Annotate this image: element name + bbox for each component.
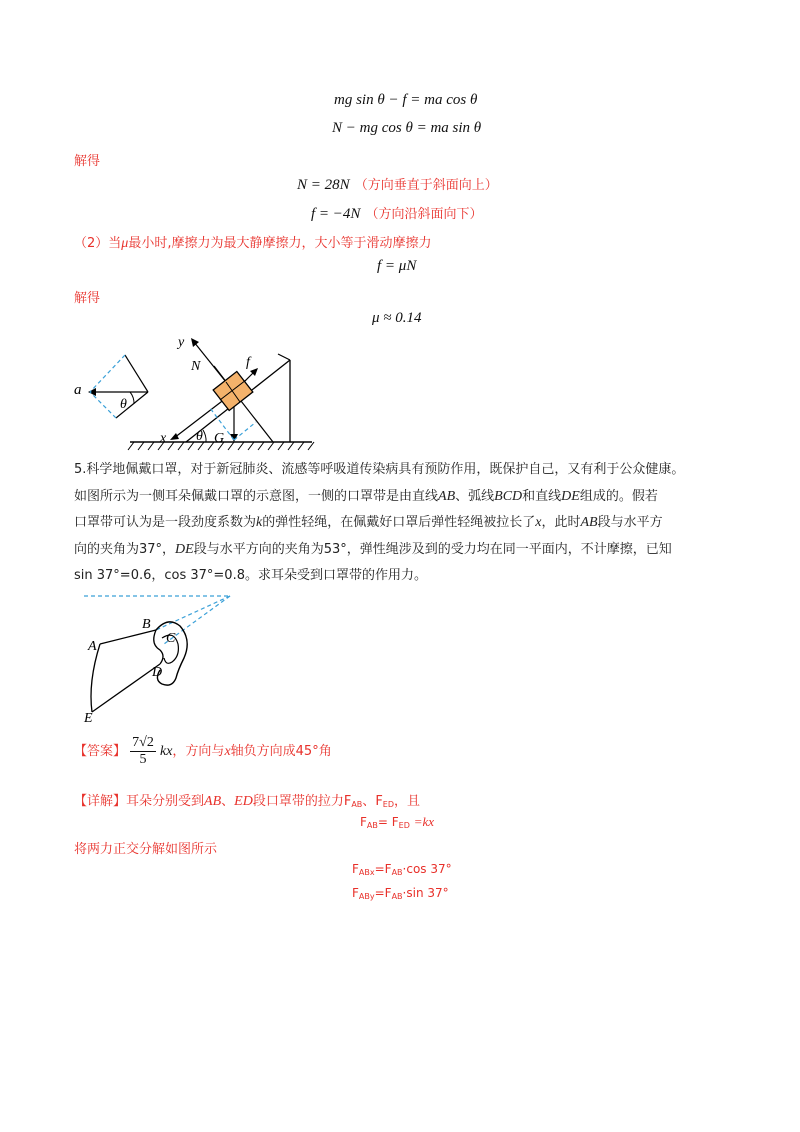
detail-sub-ED: ED — [382, 800, 395, 809]
var-k: k — [256, 515, 263, 530]
label-x: x — [160, 431, 167, 446]
detail-comma: 、 — [362, 794, 376, 809]
detail-tag: 【详解】 — [74, 794, 127, 809]
q5-text: 和直线 — [522, 488, 562, 504]
q5-line-2 — [74, 484, 734, 511]
detail-F: F — [352, 886, 359, 900]
q5-text: 段与水平方向的夹角为53°，弹性绳涉及到的受力均在同一平面内，不计摩擦，已知 — [193, 541, 672, 557]
equals-F: = F — [377, 815, 399, 829]
answer-kx: kx — [159, 744, 173, 759]
part2-rest: 最小时,摩擦力为最大静摩擦力，大小等于滑动摩擦力 — [128, 236, 432, 251]
sin-term: ·sin 37° — [402, 886, 449, 900]
detail-sub-AB: AB — [391, 892, 403, 901]
detail-F: F — [352, 862, 359, 876]
sub-ABx: ABx — [358, 868, 375, 877]
detail-F: F — [375, 794, 383, 809]
equation-N-note: （方向垂直于斜面向上） — [354, 178, 498, 193]
q5-text: 段与水平方 — [597, 515, 663, 530]
decompose-text: 将两力正交分解如图所示 — [74, 842, 218, 857]
detail-text-b: 段口罩带的拉力 — [252, 794, 344, 809]
cos-term: ·cos 37° — [402, 862, 452, 876]
equation-N-row — [297, 174, 498, 194]
part2-text — [74, 232, 431, 252]
acc-dash-2 — [90, 392, 116, 418]
equation-mu-value: μ ≈ 0.14 — [372, 310, 422, 326]
question-5 — [74, 457, 734, 590]
detail-sub-AB: AB — [391, 868, 403, 877]
label-B: B — [142, 617, 151, 632]
x-axis-arrowhead — [170, 433, 179, 440]
label-theta-left: θ — [120, 397, 127, 412]
q5-text: 口罩带可认为是一段劲度系数为 — [74, 515, 257, 530]
detail-AB: AB — [204, 794, 222, 809]
strap-DE — [92, 664, 163, 712]
equation-FAB-FED — [360, 814, 434, 830]
detail-ED: ED — [234, 794, 253, 809]
dash-to-B — [156, 596, 230, 630]
detail-F-AB — [344, 794, 362, 809]
answer-text-a: ，方向与 — [172, 744, 225, 759]
acceleration-decomposition — [74, 355, 148, 418]
label-a: a — [74, 382, 82, 398]
mask-edge — [91, 644, 100, 712]
detail-F: F — [360, 815, 367, 829]
jiede-label-1: 解得 — [74, 154, 101, 169]
detail-sub-AB: AB — [351, 800, 363, 809]
equation-f-note: （方向沿斜面向下） — [365, 207, 483, 222]
detail-sub-ED: ED — [398, 821, 410, 830]
var-AB: AB — [438, 488, 456, 504]
detail-row — [74, 790, 420, 810]
label-theta-base: θ — [196, 429, 203, 444]
var-BCD: BCD — [494, 488, 523, 504]
label-A: A — [88, 639, 97, 654]
q5-line-1 — [74, 457, 734, 484]
equals-F: =F — [374, 886, 392, 900]
acc-dash-1 — [90, 355, 125, 392]
gravity-dash-1 — [234, 422, 256, 440]
strap-AB — [100, 630, 156, 644]
equals-F: =F — [374, 862, 392, 876]
label-E: E — [84, 711, 93, 724]
var-DE: DE — [175, 541, 194, 557]
acceleration-arrowhead — [88, 388, 96, 396]
answer-fraction — [130, 735, 156, 768]
equation-mu-N: f = μN — [377, 258, 417, 274]
answer-row — [74, 735, 332, 768]
y-axis-arrowhead — [191, 338, 199, 347]
acc-angle-arc — [130, 392, 134, 404]
equation-f-row — [311, 203, 483, 223]
equation-N: N = 28N — [297, 177, 350, 193]
fraction-denominator: 5 — [139, 752, 147, 767]
jiede-label-2: 解得 — [74, 291, 101, 306]
label-D: D — [152, 665, 163, 680]
ear-mask-diagram — [80, 592, 240, 724]
incline-force-diagram — [68, 330, 328, 455]
sub-ABy: ABy — [358, 892, 375, 901]
equation-f: f = −4N — [311, 206, 361, 222]
q5-text: 的弹性轻绳，在佩戴好口罩后弹性轻绳被拉长了 — [262, 515, 536, 530]
detail-sub-AB: AB — [366, 821, 378, 830]
label-f: f — [246, 355, 250, 370]
part2-mu: μ — [121, 236, 129, 251]
answer-tag: 【答案】 — [74, 744, 127, 759]
q5-text: 向的夹角为37°， — [74, 541, 176, 557]
var-AB: AB — [580, 515, 598, 530]
block — [213, 372, 253, 411]
label-C: C — [166, 631, 176, 646]
equation-FABy — [352, 886, 449, 901]
acc-component-1 — [125, 355, 148, 392]
detail-text-c: ，且 — [394, 794, 421, 809]
detail-dun: 、 — [221, 794, 235, 809]
question-number: 5. — [74, 462, 87, 477]
q5-line1-text: 科学地佩戴口罩，对于新冠肺炎、流感等呼吸道传染病具有预防作用，既保护自己，又有利于公众健康。 — [86, 462, 685, 477]
fraction-numerator: 7√2 — [132, 735, 154, 750]
incline-top — [278, 354, 290, 360]
q5-text: ，此时 — [541, 515, 581, 530]
q5-text: 如图所示为一侧耳朵佩戴口罩的示意图，一侧的口罩带是由直线 — [74, 488, 439, 504]
label-N: N — [191, 359, 201, 374]
answer-text-b: 轴负方向成45°角 — [230, 744, 332, 759]
equation-kx: =kx — [413, 814, 435, 829]
equation-2: N − mg cos θ = ma sin θ — [332, 120, 482, 136]
label-y: y — [178, 335, 185, 350]
q5-text: 组成的。假若 — [579, 488, 658, 504]
detail-text-a: 耳朵分别受到 — [126, 794, 205, 809]
strap-BCD — [154, 630, 163, 664]
var-DE: DE — [561, 488, 580, 504]
q5-text: sin 37°=0.6，cos 37°=0.8。求耳朵受到口罩带的作用力。 — [74, 568, 427, 583]
detail-F-ED — [375, 794, 394, 809]
q5-line-4 — [74, 537, 734, 564]
q5-line-3 — [74, 510, 734, 537]
answer-x: x — [224, 744, 231, 759]
equation-FABx — [352, 862, 452, 877]
var-x: x — [535, 515, 542, 530]
label-G: G — [214, 431, 225, 446]
q5-text: 、弧线 — [455, 488, 495, 504]
incline-angle-arc — [203, 430, 206, 442]
equation-1: mg sin θ − f = ma cos θ — [334, 92, 478, 108]
detail-F: F — [343, 794, 352, 809]
q5-line-5 — [74, 563, 734, 590]
part2-prefix: （2）当 — [74, 236, 122, 251]
